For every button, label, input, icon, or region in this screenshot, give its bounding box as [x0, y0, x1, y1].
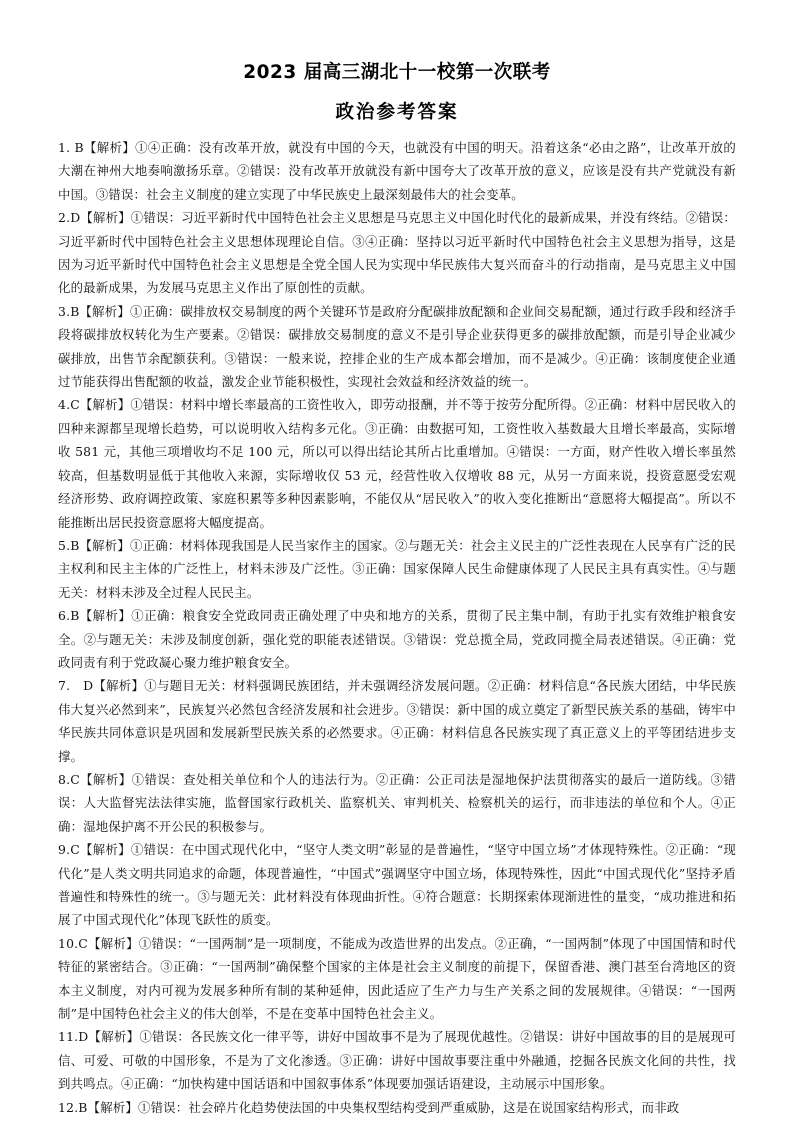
answer-item-9: 9.C【解析】①错误：在中国式现代化中，“坚守人类文明”彰显的是普遍性，“坚守中国立场”才体现特殊性。②正确：“现代化”是人类文明共同追求的命题，体现普遍性，“中国式”强调坚守中国立场，体现特殊性，因此“中国式现代化”坚持矛盾普遍性和特殊性的统一。③与题无关：此材料没有体现曲折性。④符合题意：长期探索体现渐进性的量变，“成功推进和拓展了中国式现代化”体现飞跃性的质变。 — [58, 842, 736, 928]
document-subtitle: 政治参考答案 — [335, 102, 459, 123]
answer-item-10: 10.C【解析】①错误：“一国两制”是一项制度，不能成为改造世界的出发点。②正确，“一国两制”体现了中国国情和时代特征的紧密结合。③正确：“一国两制”确保整个国家的主体是社会主义制度的前提下，保留香港、澳门甚至台湾地区的资本主义制度，对内可视为发展多种所有制的某种延伸，因此适应了生产力与生产关系之间的发展规律。④错误：“一国两制”是中国特色社会主义的伟大创举，不是在变革中国特色社会主义。 — [58, 935, 736, 1022]
answer-item-4: 4.C【解析】①错误：材料中增长率最高的工资性收入，即劳动报酬，并不等于按劳分配所得。②正确：材料中居民收入的四种来源都呈现增长趋势，可以说明收入结构多元化。③正确：由数据可知，工资性收入基数最大且增长率最高，实际增收 581 元，其他三项增收均不足 100 元，所以可以得出结论其所占比重增加。④错误：一方面，财产性收入增长率虽然较高，但基数明显低于其他收入来源，实际增收仅 53 元，经营性收入仅增收 88 元，从另一方面来说，投资意愿受宏观经济形势、政府调控政策、家庭积累等多种因素影响，不能仅从“居民收入”的收入变化推断出“意愿将大幅提高”。所以不能推断出居民投资意愿将大幅度提高。 — [58, 397, 736, 530]
answer-item-12: 12.B【解析】①错误：社会碎片化趋势使法国的中央集权型结构受到严重威胁，这是在说国家结构形式，而非政 — [58, 1099, 680, 1115]
answer-item-5: 5.B【解析】①正确：材料体现我国是人民当家作主的国家。②与题无关：社会主义民主的广泛性表现在人民享有广泛的民主权利和民主主体的广泛性上，材料未涉及广泛性。③正确：国家保障人民生命健康体现了人民民主具有真实性。④与题无关：材料未涉及全过程人民民主。 — [58, 537, 736, 600]
answer-item-7: 7. D【解析】①与题目无关：材料强调民族团结，并未强调经济发展问题。②正确：材料信息“各民族大团结，中华民族伟大复兴必然到来”，民族复兴必然包含经济发展和社会进步。③错误：新中国的成立奠定了新型民族关系的基础，铸牢中华民族共同体意识是巩固和发展新型民族关系的必然要求。④正确：材料信息各民族实现了真正意义上的平等团结进步支撑。 — [58, 678, 736, 764]
answer-item-11: 11.D【解析】①错误：各民族文化一律平等，讲好中国故事不是为了展现优越性。②错误：讲好中国故事的目的是展现可信、可爱、可敬的中国形象，不是为了文化渗透。③正确：讲好中国故事要注重中外融通，挖掘各民族文化间的共性，找到共鸣点。④正确：“加快构建中国话语和中国叙事体系”体现要加强话语建设，主动展示中国形象。 — [58, 1029, 736, 1092]
answer-item-2: 2.D【解析】①错误：习近平新时代中国特色社会主义思想是马克思主义中国化时代化的最新成果，并没有终结。②错误：习近平新时代中国特色社会主义思想体现理论自信。③④正确：坚持以习近平新时代中国特色社会主义思想为指导，这是因为习近平新时代中国特色社会主义思想是全党全国人民为实现中华民族伟大复兴而奋斗的行动指南，是马克思主义中国化的最新成果，为发展马克思主义作出了原创性的贡献。 — [58, 210, 736, 296]
answer-item-8: 8.C【解析】①错误：查处相关单位和个人的违法行为。②正确：公正司法是湿地保护法贯彻落实的最后一道防线。③错误：人大监督宪法法律实施，监督国家行政机关、监察机关、审判机关、检察机关的运行，而非违法的单位和个人。④正确：湿地保护离不开公民的积极参与。 — [58, 771, 736, 834]
answer-item-3: 3.B【解析】①正确：碳排放权交易制度的两个关键环节是政府分配碳排放配额和企业间交易配额，通过行政手段和经济手段将碳排放权转化为生产要素。②错误：碳排放交易制度的意义不是引导企业获得更多的碳排放配额，而是引导企业减少碳排放，出售节余配额获利。③错误：一般来说，控排企业的生产成本都会增加，而不是减少。④正确：该制度使企业通过节能获得出售配额的收益，激发企业节能积极性，实现社会效益和经济效益的统一。 — [58, 303, 736, 390]
answer-item-6: 6.B【解析】①正确：粮食安全党政同责正确处理了中央和地方的关系，贯彻了民主集中制，有助于扎实有效维护粮食安全。②与题无关：未涉及制度创新，强化党的职能表述错误。③错误：党总揽全局，党政同揽全局表述错误。④正确：党政同责有利于党政凝心聚力维护粮食安全。 — [58, 608, 736, 670]
document-title: 2023 届高三湖北十一校第一次联考 — [243, 62, 551, 83]
answers-body — [58, 136, 736, 1119]
answer-item-1: 1. B【解析】①④正确：没有改革开放，就没有中国的今天，也就没有中国的明天。沿着这条“必由之路”，让改革开放的大潮在神州大地奏响激扬乐章。②错误：没有改革开放就没有新中国夸大了改革开放的意义，应该是没有共产党就没有新中国。③错误：社会主义制度的建立实现了中华民族史上最深刻最伟大的社会变革。 — [58, 140, 736, 202]
